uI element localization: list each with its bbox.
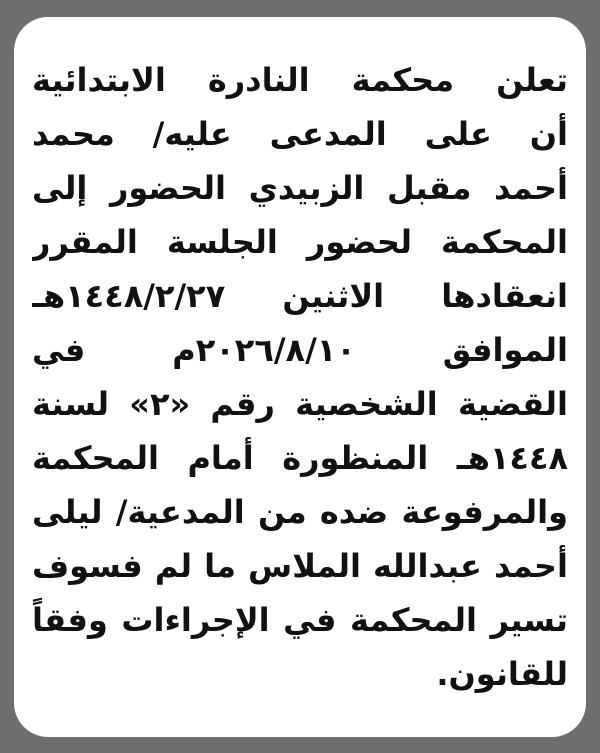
- notice-line-8: ١٤٤٨هـ المنظورة أمام المحكمة: [32, 439, 568, 477]
- notice-line-1: تعلن محكمة النادرة الابتدائية: [32, 61, 568, 99]
- notice-line-3: أحمد مقبل الزبيدي الحضور إلى: [32, 169, 568, 207]
- notice-line-12: للقانون.: [436, 655, 568, 693]
- notice-line-9: والمرفوعة ضده من المدعية/ ليلى: [32, 493, 568, 531]
- notice-line-2: أن على المدعى عليه/ محمد: [32, 115, 568, 153]
- notice-line-10: أحمد عبدالله الملاس ما لم فسوف: [32, 547, 568, 585]
- notice-line-7: القضية الشخصية رقم «٢» لسنة: [32, 385, 568, 423]
- notice-line-11: تسير المحكمة في الإجراءات وفقاً: [32, 601, 568, 639]
- notice-line-6: الموافق ٢٠٢٦/٨/١٠م في: [32, 331, 568, 369]
- notice-line-5: انعقادها الاثنين ١٤٤٨/٢/٢٧هـ: [32, 277, 568, 315]
- court-notice-text: [32, 53, 568, 701]
- notice-line-4: المحكمة لحضور الجلسة المقرر: [32, 223, 568, 261]
- notice-card: [14, 17, 586, 737]
